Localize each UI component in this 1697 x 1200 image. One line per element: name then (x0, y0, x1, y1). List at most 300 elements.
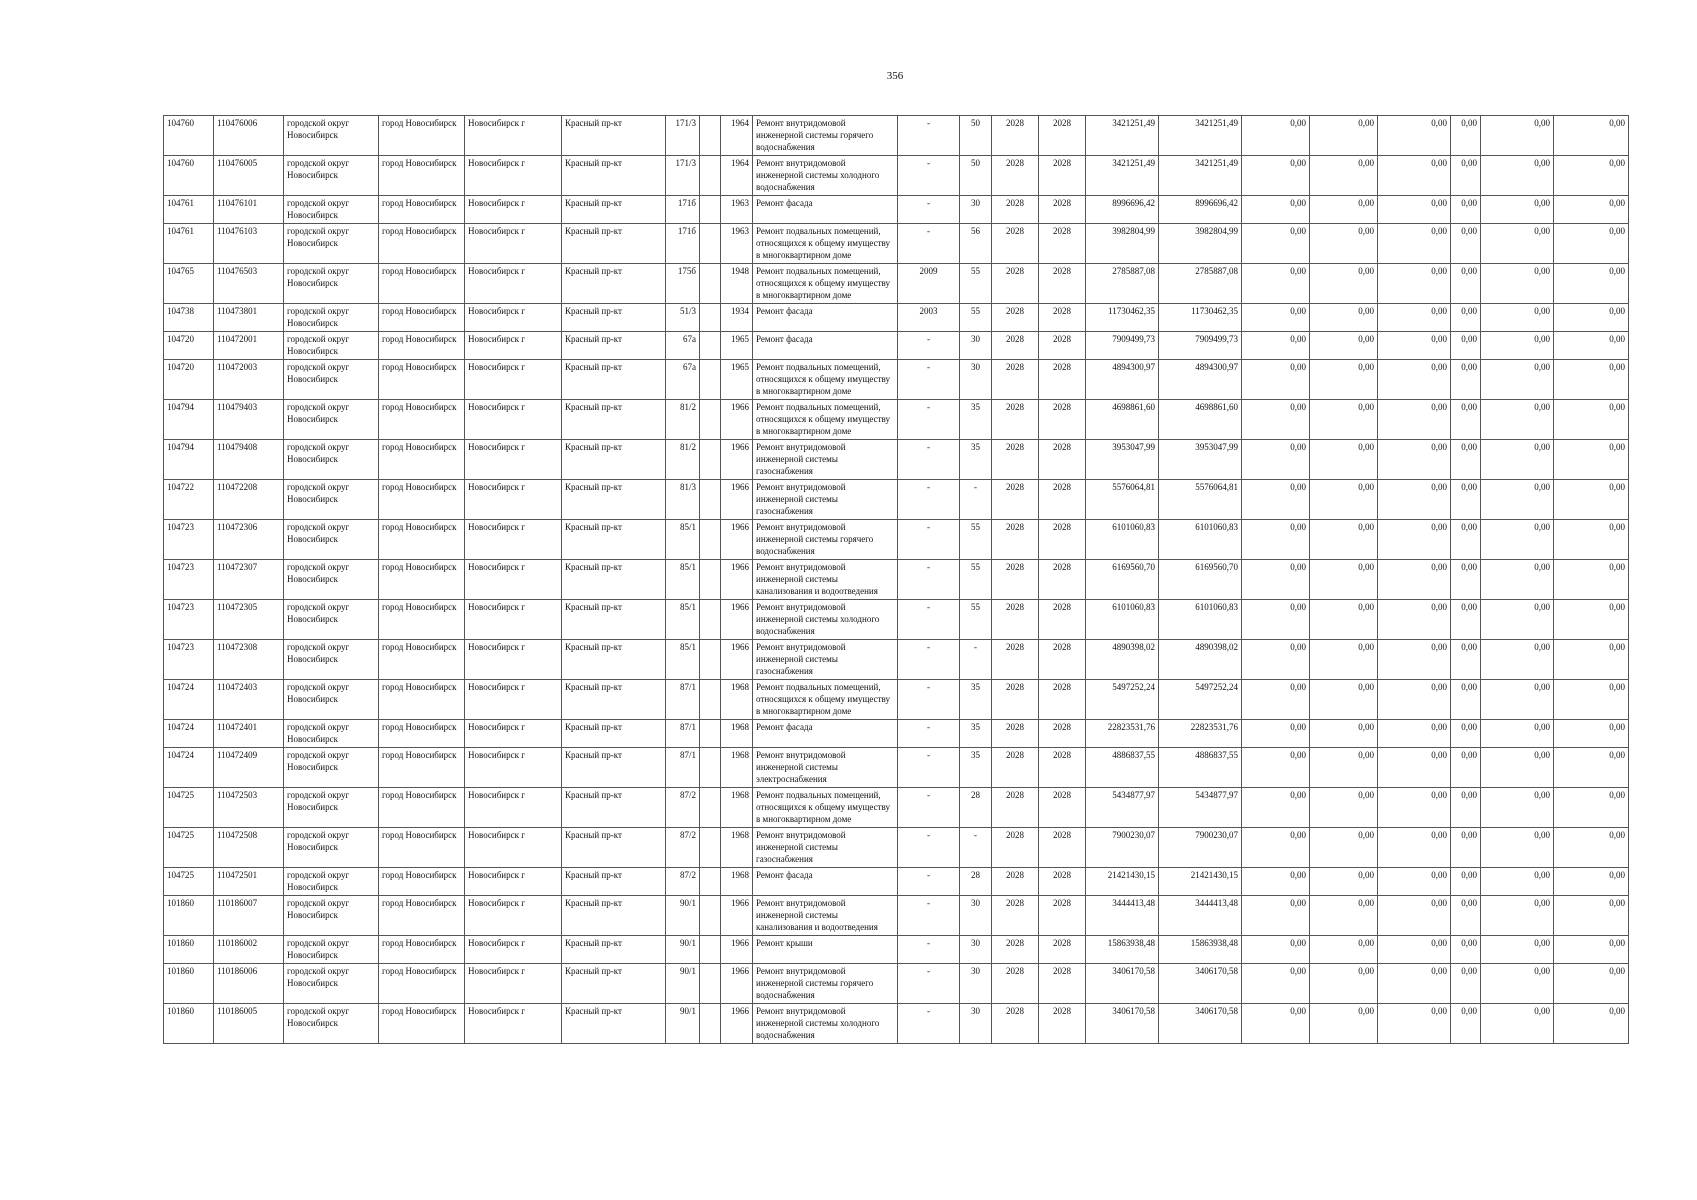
cell-plan-start-year: 2028 (992, 788, 1039, 828)
cell-building (700, 936, 721, 964)
cell-plan-start-year: 2028 (992, 560, 1039, 600)
cell-reserve: 0,00 (1554, 116, 1629, 156)
cell-city: Новосибирск г (465, 400, 562, 440)
cell-fund-cost: 7909499,73 (1159, 332, 1242, 360)
cell-total-cost: 8996696,42 (1086, 196, 1159, 224)
cell-total-cost: 5497252,24 (1086, 680, 1159, 720)
cell-other-funds: 0,00 (1451, 264, 1481, 304)
cell-work-type: Ремонт крыши (753, 936, 898, 964)
cell-other-funds: 0,00 (1451, 360, 1481, 400)
cell-house-number: 90/1 (666, 1004, 700, 1044)
cell-house-number: 81/2 (666, 400, 700, 440)
cell-city: Новосибирск г (465, 896, 562, 936)
table-row (164, 896, 1629, 936)
cell-wear-percent: 28 (960, 788, 992, 828)
cell-reserve: 0,00 (1554, 828, 1629, 868)
cell-building (700, 868, 721, 896)
cell-fund-cost: 5434877,97 (1159, 788, 1242, 828)
cell-plan-end-year: 2028 (1039, 964, 1086, 1004)
cell-wear-percent: 35 (960, 440, 992, 480)
cell-plan-end-year: 2028 (1039, 360, 1086, 400)
cell-settlement: город Новосибирск (379, 560, 465, 600)
cell-reserve: 0,00 (1554, 896, 1629, 936)
cell-regional-budget: 0,00 (1242, 896, 1310, 936)
table-row (164, 964, 1629, 1004)
cell-wear-percent: 30 (960, 964, 992, 1004)
cell-house-id: 104723 (164, 520, 214, 560)
cell-plan-start-year: 2028 (992, 680, 1039, 720)
cell-local-budget: 0,00 (1310, 196, 1378, 224)
cell-construction-year: 1965 (721, 332, 753, 360)
cell-local-budget: 0,00 (1310, 116, 1378, 156)
cell-regional-budget: 0,00 (1242, 640, 1310, 680)
cell-reserve: 0,00 (1554, 480, 1629, 520)
cell-street: Красный пр-кт (562, 116, 666, 156)
cell-owners-funds: 0,00 (1378, 600, 1451, 640)
cell-total-cost: 4886837,55 (1086, 748, 1159, 788)
cell-fund-cost: 6101060,83 (1159, 520, 1242, 560)
cell-reserve: 0,00 (1554, 520, 1629, 560)
cell-plan-start-year: 2028 (992, 196, 1039, 224)
cell-house-number: 85/1 (666, 600, 700, 640)
cell-last-repair-year: - (898, 828, 960, 868)
cell-state-support: 0,00 (1481, 560, 1554, 600)
cell-local-budget: 0,00 (1310, 560, 1378, 600)
cell-plan-start-year: 2028 (992, 600, 1039, 640)
cell-plan-end-year: 2028 (1039, 156, 1086, 196)
cell-building (700, 828, 721, 868)
cell-other-funds: 0,00 (1451, 936, 1481, 964)
cell-owners-funds: 0,00 (1378, 332, 1451, 360)
cell-construction-year: 1966 (721, 964, 753, 1004)
cell-house-id: 101860 (164, 936, 214, 964)
cell-building (700, 156, 721, 196)
cell-house-id: 104761 (164, 224, 214, 264)
cell-house-number: 85/1 (666, 560, 700, 600)
cell-construction-year: 1968 (721, 868, 753, 896)
cell-other-funds: 0,00 (1451, 224, 1481, 264)
cell-state-support: 0,00 (1481, 720, 1554, 748)
cell-local-budget: 0,00 (1310, 332, 1378, 360)
cell-work-id: 110479408 (214, 440, 284, 480)
cell-other-funds: 0,00 (1451, 720, 1481, 748)
cell-house-number: 81/3 (666, 480, 700, 520)
cell-municipality: городской округ Новосибирск (284, 116, 379, 156)
cell-work-type: Ремонт внутридомовой инженерной системы холодного водоснабжения (753, 600, 898, 640)
cell-city: Новосибирск г (465, 748, 562, 788)
cell-municipality: городской округ Новосибирск (284, 748, 379, 788)
table-row (164, 640, 1629, 680)
cell-building (700, 224, 721, 264)
cell-owners-funds: 0,00 (1378, 828, 1451, 868)
cell-total-cost: 11730462,35 (1086, 304, 1159, 332)
cell-municipality: городской округ Новосибирск (284, 224, 379, 264)
cell-regional-budget: 0,00 (1242, 560, 1310, 600)
cell-municipality: городской округ Новосибирск (284, 304, 379, 332)
cell-last-repair-year: - (898, 680, 960, 720)
cell-city: Новосибирск г (465, 480, 562, 520)
cell-settlement: город Новосибирск (379, 332, 465, 360)
cell-settlement: город Новосибирск (379, 156, 465, 196)
table-row (164, 788, 1629, 828)
cell-work-type: Ремонт подвальных помещений, относящихся к общему имуществу в многоквартирном доме (753, 264, 898, 304)
table-row (164, 828, 1629, 868)
cell-city: Новосибирск г (465, 332, 562, 360)
cell-plan-end-year: 2028 (1039, 788, 1086, 828)
cell-work-type: Ремонт внутридомовой инженерной системы газоснабжения (753, 480, 898, 520)
cell-local-budget: 0,00 (1310, 788, 1378, 828)
cell-construction-year: 1964 (721, 116, 753, 156)
cell-municipality: городской округ Новосибирск (284, 196, 379, 224)
cell-construction-year: 1968 (721, 680, 753, 720)
cell-plan-end-year: 2028 (1039, 640, 1086, 680)
cell-street: Красный пр-кт (562, 680, 666, 720)
cell-local-budget: 0,00 (1310, 224, 1378, 264)
cell-wear-percent: 30 (960, 196, 992, 224)
cell-plan-end-year: 2028 (1039, 480, 1086, 520)
cell-settlement: город Новосибирск (379, 440, 465, 480)
cell-house-number: 81/2 (666, 440, 700, 480)
cell-other-funds: 0,00 (1451, 748, 1481, 788)
cell-state-support: 0,00 (1481, 224, 1554, 264)
cell-work-id: 110186007 (214, 896, 284, 936)
cell-street: Красный пр-кт (562, 332, 666, 360)
cell-local-budget: 0,00 (1310, 868, 1378, 896)
cell-house-id: 101860 (164, 896, 214, 936)
cell-street: Красный пр-кт (562, 520, 666, 560)
cell-building (700, 720, 721, 748)
cell-regional-budget: 0,00 (1242, 748, 1310, 788)
cell-fund-cost: 15863938,48 (1159, 936, 1242, 964)
cell-other-funds: 0,00 (1451, 520, 1481, 560)
cell-plan-start-year: 2028 (992, 116, 1039, 156)
cell-city: Новосибирск г (465, 936, 562, 964)
cell-city: Новосибирск г (465, 680, 562, 720)
cell-work-id: 110186006 (214, 964, 284, 1004)
cell-city: Новосибирск г (465, 196, 562, 224)
cell-wear-percent: 55 (960, 304, 992, 332)
cell-reserve: 0,00 (1554, 964, 1629, 1004)
cell-fund-cost: 11730462,35 (1159, 304, 1242, 332)
cell-wear-percent: 55 (960, 560, 992, 600)
cell-building (700, 400, 721, 440)
cell-house-id: 104724 (164, 748, 214, 788)
cell-street: Красный пр-кт (562, 600, 666, 640)
cell-street: Красный пр-кт (562, 828, 666, 868)
cell-work-id: 110472308 (214, 640, 284, 680)
cell-state-support: 0,00 (1481, 480, 1554, 520)
cell-local-budget: 0,00 (1310, 520, 1378, 560)
cell-construction-year: 1968 (721, 748, 753, 788)
cell-municipality: городской округ Новосибирск (284, 264, 379, 304)
cell-fund-cost: 3406170,58 (1159, 964, 1242, 1004)
cell-work-id: 110472403 (214, 680, 284, 720)
cell-fund-cost: 3982804,99 (1159, 224, 1242, 264)
cell-last-repair-year: - (898, 560, 960, 600)
cell-reserve: 0,00 (1554, 224, 1629, 264)
cell-plan-end-year: 2028 (1039, 600, 1086, 640)
cell-fund-cost: 6169560,70 (1159, 560, 1242, 600)
cell-city: Новосибирск г (465, 600, 562, 640)
cell-regional-budget: 0,00 (1242, 600, 1310, 640)
cell-last-repair-year: - (898, 520, 960, 560)
cell-house-id: 104720 (164, 360, 214, 400)
cell-plan-end-year: 2028 (1039, 1004, 1086, 1044)
cell-plan-end-year: 2028 (1039, 720, 1086, 748)
cell-last-repair-year: - (898, 332, 960, 360)
cell-work-type: Ремонт внутридомовой инженерной системы горячего водоснабжения (753, 964, 898, 1004)
cell-fund-cost: 22823531,76 (1159, 720, 1242, 748)
cell-plan-end-year: 2028 (1039, 868, 1086, 896)
cell-house-number: 90/1 (666, 964, 700, 1004)
cell-other-funds: 0,00 (1451, 440, 1481, 480)
cell-construction-year: 1966 (721, 896, 753, 936)
cell-street: Красный пр-кт (562, 360, 666, 400)
cell-local-budget: 0,00 (1310, 964, 1378, 1004)
cell-local-budget: 0,00 (1310, 720, 1378, 748)
cell-plan-end-year: 2028 (1039, 440, 1086, 480)
cell-regional-budget: 0,00 (1242, 788, 1310, 828)
cell-last-repair-year: - (898, 896, 960, 936)
cell-last-repair-year: - (898, 224, 960, 264)
cell-house-number: 67а (666, 332, 700, 360)
cell-owners-funds: 0,00 (1378, 748, 1451, 788)
cell-other-funds: 0,00 (1451, 400, 1481, 440)
cell-house-number: 67а (666, 360, 700, 400)
cell-street: Красный пр-кт (562, 304, 666, 332)
cell-plan-end-year: 2028 (1039, 680, 1086, 720)
cell-work-id: 110479403 (214, 400, 284, 440)
cell-work-type: Ремонт внутридомовой инженерной системы электроснабжения (753, 748, 898, 788)
cell-work-type: Ремонт внутридомовой инженерной системы канализования и водоотведения (753, 896, 898, 936)
cell-building (700, 440, 721, 480)
cell-work-id: 110472305 (214, 600, 284, 640)
cell-other-funds: 0,00 (1451, 1004, 1481, 1044)
cell-regional-budget: 0,00 (1242, 400, 1310, 440)
cell-wear-percent: 55 (960, 600, 992, 640)
cell-municipality: городской округ Новосибирск (284, 1004, 379, 1044)
cell-settlement: город Новосибирск (379, 224, 465, 264)
cell-last-repair-year: - (898, 748, 960, 788)
cell-house-id: 104720 (164, 332, 214, 360)
cell-house-number: 171/3 (666, 116, 700, 156)
cell-state-support: 0,00 (1481, 640, 1554, 680)
cell-plan-start-year: 2028 (992, 720, 1039, 748)
cell-reserve: 0,00 (1554, 304, 1629, 332)
cell-last-repair-year: - (898, 868, 960, 896)
cell-other-funds: 0,00 (1451, 788, 1481, 828)
cell-settlement: город Новосибирск (379, 600, 465, 640)
cell-state-support: 0,00 (1481, 440, 1554, 480)
cell-work-type: Ремонт фасада (753, 196, 898, 224)
cell-construction-year: 1968 (721, 828, 753, 868)
table-row (164, 400, 1629, 440)
cell-regional-budget: 0,00 (1242, 360, 1310, 400)
table-row (164, 196, 1629, 224)
cell-owners-funds: 0,00 (1378, 964, 1451, 1004)
cell-plan-end-year: 2028 (1039, 520, 1086, 560)
cell-settlement: город Новосибирск (379, 720, 465, 748)
cell-street: Красный пр-кт (562, 264, 666, 304)
cell-house-id: 104765 (164, 264, 214, 304)
cell-total-cost: 4698861,60 (1086, 400, 1159, 440)
cell-construction-year: 1966 (721, 440, 753, 480)
cell-reserve: 0,00 (1554, 936, 1629, 964)
cell-settlement: город Новосибирск (379, 680, 465, 720)
cell-reserve: 0,00 (1554, 640, 1629, 680)
cell-fund-cost: 5497252,24 (1159, 680, 1242, 720)
cell-house-number: 87/1 (666, 680, 700, 720)
cell-regional-budget: 0,00 (1242, 964, 1310, 1004)
cell-wear-percent: 50 (960, 156, 992, 196)
table-row (164, 720, 1629, 748)
cell-work-id: 110472508 (214, 828, 284, 868)
cell-state-support: 0,00 (1481, 520, 1554, 560)
cell-owners-funds: 0,00 (1378, 224, 1451, 264)
cell-last-repair-year: - (898, 440, 960, 480)
cell-plan-start-year: 2028 (992, 304, 1039, 332)
cell-settlement: город Новосибирск (379, 196, 465, 224)
cell-other-funds: 0,00 (1451, 868, 1481, 896)
cell-work-type: Ремонт внутридомовой инженерной системы газоснабжения (753, 828, 898, 868)
cell-state-support: 0,00 (1481, 116, 1554, 156)
cell-other-funds: 0,00 (1451, 332, 1481, 360)
cell-municipality: городской округ Новосибирск (284, 640, 379, 680)
cell-work-id: 110472307 (214, 560, 284, 600)
cell-construction-year: 1963 (721, 224, 753, 264)
cell-total-cost: 22823531,76 (1086, 720, 1159, 748)
cell-wear-percent: 35 (960, 400, 992, 440)
cell-fund-cost: 4890398,02 (1159, 640, 1242, 680)
cell-house-id: 104725 (164, 828, 214, 868)
cell-total-cost: 6101060,83 (1086, 520, 1159, 560)
cell-municipality: городской округ Новосибирск (284, 360, 379, 400)
cell-work-id: 110472003 (214, 360, 284, 400)
cell-municipality: городской округ Новосибирск (284, 440, 379, 480)
cell-owners-funds: 0,00 (1378, 304, 1451, 332)
cell-last-repair-year: - (898, 196, 960, 224)
cell-state-support: 0,00 (1481, 868, 1554, 896)
cell-other-funds: 0,00 (1451, 196, 1481, 224)
cell-construction-year: 1963 (721, 196, 753, 224)
cell-plan-end-year: 2028 (1039, 196, 1086, 224)
cell-house-number: 175б (666, 264, 700, 304)
cell-municipality: городской округ Новосибирск (284, 156, 379, 196)
cell-regional-budget: 0,00 (1242, 1004, 1310, 1044)
cell-house-number: 87/1 (666, 720, 700, 748)
cell-house-number: 87/2 (666, 868, 700, 896)
cell-city: Новосибирск г (465, 224, 562, 264)
cell-street: Красный пр-кт (562, 480, 666, 520)
cell-settlement: город Новосибирск (379, 400, 465, 440)
cell-settlement: город Новосибирск (379, 1004, 465, 1044)
cell-fund-cost: 2785887,08 (1159, 264, 1242, 304)
cell-local-budget: 0,00 (1310, 936, 1378, 964)
cell-local-budget: 0,00 (1310, 440, 1378, 480)
cell-fund-cost: 4886837,55 (1159, 748, 1242, 788)
cell-regional-budget: 0,00 (1242, 480, 1310, 520)
cell-owners-funds: 0,00 (1378, 680, 1451, 720)
cell-work-type: Ремонт фасада (753, 720, 898, 748)
cell-last-repair-year: - (898, 640, 960, 680)
cell-regional-budget: 0,00 (1242, 196, 1310, 224)
cell-settlement: город Новосибирск (379, 304, 465, 332)
cell-house-number: 171б (666, 196, 700, 224)
cell-city: Новосибирск г (465, 156, 562, 196)
cell-other-funds: 0,00 (1451, 964, 1481, 1004)
cell-fund-cost: 5576064,81 (1159, 480, 1242, 520)
cell-work-type: Ремонт подвальных помещений, относящихся к общему имуществу в многоквартирном доме (753, 400, 898, 440)
cell-local-budget: 0,00 (1310, 264, 1378, 304)
cell-state-support: 0,00 (1481, 360, 1554, 400)
cell-last-repair-year: - (898, 936, 960, 964)
cell-plan-start-year: 2028 (992, 896, 1039, 936)
cell-other-funds: 0,00 (1451, 600, 1481, 640)
cell-owners-funds: 0,00 (1378, 868, 1451, 896)
cell-work-type: Ремонт подвальных помещений, относящихся к общему имуществу в многоквартирном доме (753, 680, 898, 720)
cell-municipality: городской округ Новосибирск (284, 964, 379, 1004)
cell-building (700, 560, 721, 600)
cell-city: Новосибирск г (465, 116, 562, 156)
cell-other-funds: 0,00 (1451, 828, 1481, 868)
cell-house-number: 87/2 (666, 788, 700, 828)
cell-settlement: город Новосибирск (379, 264, 465, 304)
cell-city: Новосибирск г (465, 440, 562, 480)
cell-last-repair-year: - (898, 788, 960, 828)
cell-house-id: 104722 (164, 480, 214, 520)
cell-construction-year: 1966 (721, 480, 753, 520)
cell-municipality: городской округ Новосибирск (284, 868, 379, 896)
cell-street: Красный пр-кт (562, 964, 666, 1004)
cell-plan-start-year: 2028 (992, 520, 1039, 560)
cell-total-cost: 21421430,15 (1086, 868, 1159, 896)
cell-owners-funds: 0,00 (1378, 264, 1451, 304)
cell-work-id: 110472501 (214, 868, 284, 896)
cell-plan-start-year: 2028 (992, 964, 1039, 1004)
cell-work-type: Ремонт фасада (753, 868, 898, 896)
cell-plan-start-year: 2028 (992, 440, 1039, 480)
cell-plan-end-year: 2028 (1039, 560, 1086, 600)
cell-regional-budget: 0,00 (1242, 332, 1310, 360)
cell-local-budget: 0,00 (1310, 304, 1378, 332)
cell-house-number: 85/1 (666, 520, 700, 560)
cell-house-number: 90/1 (666, 936, 700, 964)
cell-fund-cost: 3953047,99 (1159, 440, 1242, 480)
cell-last-repair-year: - (898, 720, 960, 748)
cell-fund-cost: 4894300,97 (1159, 360, 1242, 400)
cell-total-cost: 3421251,49 (1086, 156, 1159, 196)
cell-regional-budget: 0,00 (1242, 680, 1310, 720)
cell-plan-end-year: 2028 (1039, 332, 1086, 360)
cell-other-funds: 0,00 (1451, 480, 1481, 520)
cell-city: Новосибирск г (465, 720, 562, 748)
cell-total-cost: 3444413,48 (1086, 896, 1159, 936)
cell-municipality: городской округ Новосибирск (284, 936, 379, 964)
cell-total-cost: 7900230,07 (1086, 828, 1159, 868)
cell-wear-percent: 50 (960, 116, 992, 156)
cell-reserve: 0,00 (1554, 868, 1629, 896)
cell-building (700, 788, 721, 828)
cell-local-budget: 0,00 (1310, 400, 1378, 440)
cell-fund-cost: 8996696,42 (1159, 196, 1242, 224)
cell-building (700, 332, 721, 360)
cell-total-cost: 3982804,99 (1086, 224, 1159, 264)
cell-wear-percent: - (960, 480, 992, 520)
cell-last-repair-year: - (898, 480, 960, 520)
cell-construction-year: 1966 (721, 1004, 753, 1044)
table-row (164, 480, 1629, 520)
cell-reserve: 0,00 (1554, 748, 1629, 788)
